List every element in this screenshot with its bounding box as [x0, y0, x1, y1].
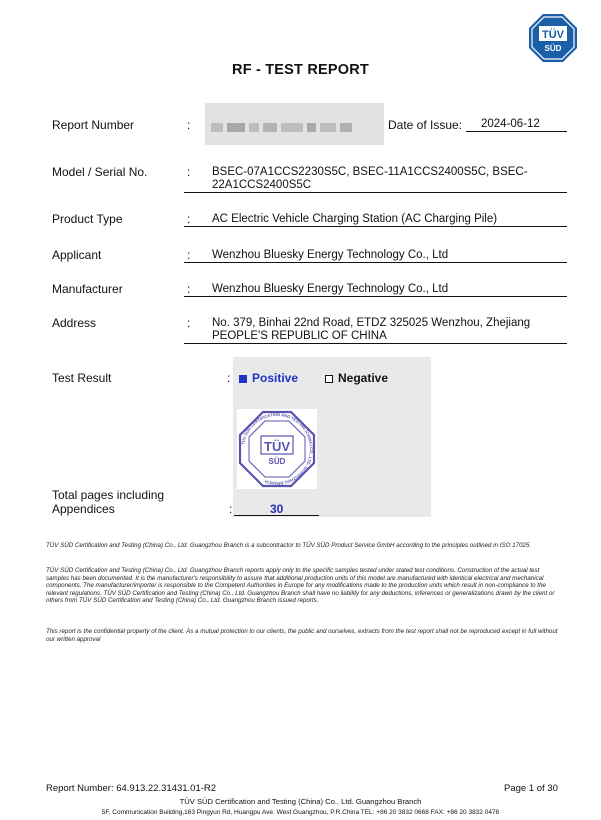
address-underline — [184, 343, 567, 344]
colon: : — [229, 502, 233, 516]
stamp-center-bottom: SÜD — [268, 457, 286, 466]
manufacturer-label: Manufacturer — [52, 282, 123, 296]
pages-underline — [234, 515, 319, 516]
redacted-report-number — [205, 103, 384, 145]
pages-value: 30 — [270, 502, 284, 516]
footer-page-number: Page 1 of 30 — [504, 783, 558, 794]
applicant-value: Wenzhou Bluesky Energy Technology Co., Ltd — [212, 249, 449, 261]
colon: : — [227, 371, 231, 385]
product-underline — [184, 226, 567, 227]
logo-top-text: TÜV — [542, 29, 564, 41]
model-value-line2: 22A1CCS2400S5C — [212, 179, 312, 191]
model-value-line1: BSEC-07A1CCS2230S5C, BSEC-11A1CCS2400S5C, BSEC- — [212, 166, 528, 178]
product-type-value: AC Electric Vehicle Charging Station (AC Charging Pile) — [212, 213, 498, 225]
applicant-label: Applicant — [52, 248, 102, 262]
colon: : — [187, 118, 191, 132]
footer-report-number: Report Number: 64.913.22.31431.01-R2 — [46, 783, 217, 794]
address-label: Address — [52, 316, 97, 330]
date-label: Date of Issue: — [388, 118, 463, 132]
tuv-stamp-icon — [237, 409, 317, 489]
checked-box-icon — [239, 375, 247, 383]
colon: : — [187, 248, 191, 262]
report-number-label: Report Number — [52, 118, 135, 132]
address-line1: No. 379, Binhai 22nd Road, ETDZ 325025 Wenzhou, Zhejiang — [212, 317, 531, 329]
footer-address: 5F, Communication Building,163 Pingyun Rd, Huangpu Ave. West Guangzhou, P.R.China TEL: +86 20 3832 0668 FAX: +86 20 3832 0478 — [101, 809, 500, 816]
positive-option — [239, 371, 298, 385]
colon: : — [187, 316, 191, 330]
disclaimer-confidential: This report is the confidential property of the client. As a mutual protection to our clients, the public and ourselves, extracts from the test report shall not be reproduced except in full without our written approval — [46, 628, 558, 643]
model-label: Model / Serial No. — [52, 165, 148, 179]
disclaimer-subcontractor: TÜV SÜD Certification and Testing (China) Co., Ltd. Guangzhou Branch is a subcontractor to TÜV SÜD Product Service GmbH according to the principles outlined in ISO 17025. — [46, 542, 532, 549]
stamp-ring-text: TÜV SÜD CERTIFICATION AND TESTING (CHINA) CO., LTD. GUANGZHOU BRANCH — [240, 411, 315, 487]
logo-bottom-text: SÜD — [544, 44, 562, 53]
manufacturer-value: Wenzhou Bluesky Energy Technology Co., Ltd — [212, 283, 449, 295]
unchecked-box-icon — [325, 375, 333, 383]
stamp-center-top: TÜV — [264, 439, 290, 454]
model-underline — [184, 192, 567, 193]
date-underline — [466, 131, 567, 132]
colon: : — [187, 282, 191, 296]
test-result-label: Test Result — [52, 371, 112, 385]
tuv-logo-icon — [527, 12, 579, 64]
page-title: RF - TEST REPORT — [232, 62, 369, 78]
negative-label: Negative — [338, 371, 389, 385]
date-value: 2024-06-12 — [481, 118, 540, 130]
product-type-label: Product Type — [52, 212, 123, 226]
positive-label: Positive — [252, 371, 299, 385]
negative-option — [325, 371, 388, 385]
colon: : — [187, 165, 191, 179]
address-line2: PEOPLE'S REPUBLIC OF CHINA — [212, 330, 387, 342]
footer-company: TÜV SÜD Certification and Testing (China) Co., Ltd. Guangzhou Branch — [179, 797, 422, 806]
applicant-underline — [184, 262, 567, 263]
manufacturer-underline — [184, 296, 567, 297]
pages-label-line1: Total pages including — [52, 488, 165, 502]
pages-label-line2: Appendices — [52, 502, 115, 516]
disclaimer-liability: TÜV SÜD Certification and Testing (China) Co., Ltd. Guangzhou Branch reports apply only to the specific samples tested under stated test conditions. Construction of the actual test samples has been documented. It is the manufacturer's responsibility to assure that additional production units of this model are manufactured with identical electrical and mechanical components. The manufacturer/importer is responsible to the Competent Authorities in Europe for any modifications made to the production units which result in non-compliance to the relevant regulations. TÜV SÜD Certification and Testing (China) Co., Ltd. Guangzhou Branch shall have no liability for any deductions, inferences or generalizations drawn by the client or others from TÜV SÜD Certification and Testing (China) Co., Ltd. Guangzhou Branch issued reports. — [46, 567, 555, 605]
colon: : — [187, 212, 191, 226]
